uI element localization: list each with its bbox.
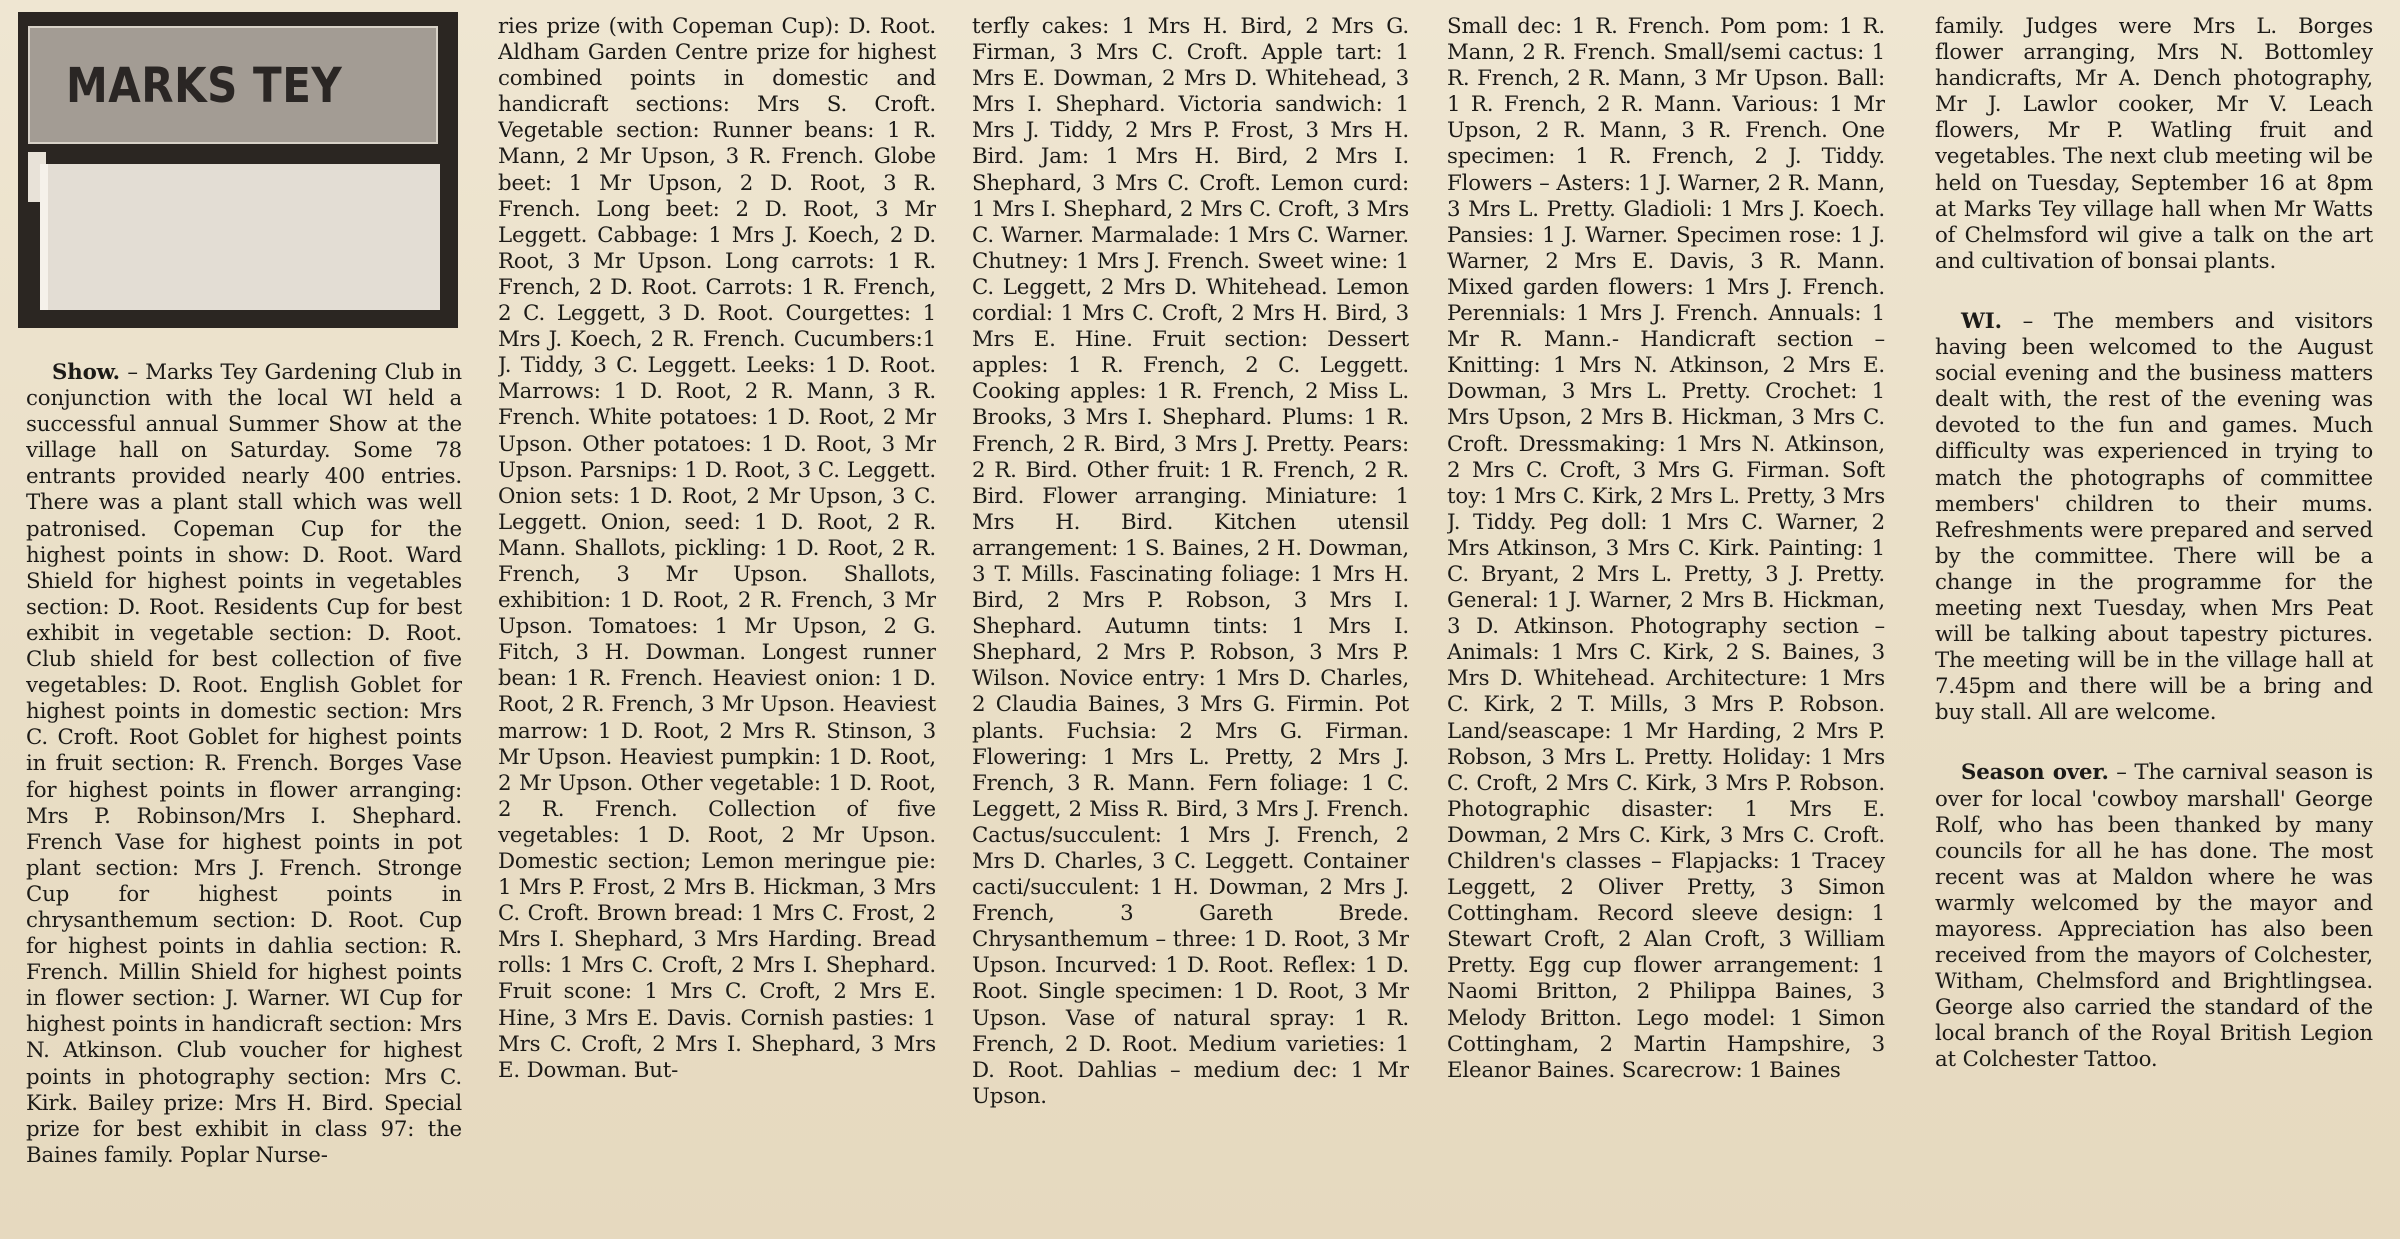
column-5-paragraph-1: [1935, 14, 2373, 275]
section-logo: [18, 12, 458, 328]
column-5: [1935, 14, 2373, 1239]
article-season-over-body: – The carnival season is over for local 'cowboy marshall' George Rolf, who has been thanked by many councils for all he has done. The most recent was at Maldon where he was warmly welcomed by the mayor and mayoress. Appreciation has also been received from the mayors of Colchester, Witham, Chelmsford and Brightlingsea. George also carried the standard of the local branch of the Royal British Legion at Colchester Tattoo.: [1935, 760, 2373, 1073]
column-2-paragraph: [498, 14, 936, 1084]
article-season-over-paragraph: [1935, 760, 2373, 1073]
column-2: [498, 14, 936, 1239]
column-4-paragraph: [1447, 14, 1885, 1084]
article-show-lead: Show.: [52, 360, 120, 385]
logo-blank-panel: [40, 164, 440, 310]
logo-title-panel: [28, 26, 438, 144]
column-3: [972, 14, 1409, 1239]
column-4-text: Small dec: 1 R. French. Pom pom: 1 R. Mann, 2 R. French. Small/semi cactus: 1 R. French, 2 R. Mann, 3 Mr Upson. Ball: 1 R. French, 2 R. Mann. Various: 1 Mr Upson, 2 R. Mann, 3 R. French. One specimen: 1 R. French, 2 J. Tiddy. Flowers – Asters: 1 J. Warner, 2 R. Mann, 3 Mrs L. Pretty. Gladioli: 1 Mrs J. Koech. Pansies: 1 J. Warner. Specimen rose: 1 J. Warner, 2 Mrs E. Davis, 3 R. Mann. Mixed garden flowers: 1 Mrs J. French. Perennials: 1 Mrs J. French. Annuals: 1 Mr R. Mann.- Handicraft section – Knitting: 1 Mrs N. Atkinson, 2 Mrs E. Dowman, 3 Mrs L. Pretty. Crochet: 1 Mrs Upson, 2 Mrs B. Hickman, 3 Mrs C. Croft. Dressmaking: 1 Mrs N. Atkinson, 2 Mrs C. Croft, 3 Mrs G. Firman. Soft toy: 1 Mrs C. Kirk, 2 Mrs L. Pretty, 3 Mrs J. Tiddy. Peg doll: 1 Mrs C. Warner, 2 Mrs Atkinson, 3 Mrs C. Kirk. Painting: 1 C. Bryant, 2 Mrs L. Pretty, 3 J. Pretty. General: 1 J. Warner, 2 Mrs B. Hickman, 3 D. Atkinson. Photography section – Animals: 1 Mrs C. Kirk, 2 S. Baines, 3 Mrs D. Whitehead. Architecture: 1 Mrs C. Kirk, 2 T. Mills, 3 Mrs P. Robson. Land/seascape: 1 Mr Harding, 2 Mrs P. Robson, 3 Mrs L. Pretty. Holiday: 1 Mrs C. Croft, 2 Mrs C. Kirk, 3 Mrs P. Robson. Photographic disaster: 1 Mrs E. Dowman, 2 Mrs C. Kirk, 3 Mrs C. Croft. Children's classes – Flapjacks: 1 Tracey Leggett, 2 Oliver Pretty, 3 Simon Cottingham. Record sleeve design: 1 Stewart Croft, 2 Alan Croft, 3 William Pretty. Egg cup flower arrangement: 1 Naomi Britton, 2 Philippa Baines, 3 Melody Britton. Lego model: 1 Simon Cottingham, 2 Martin Hampshire, 3 Eleanor Baines. Scarecrow: 1 Baines: [1447, 14, 1885, 1083]
column-3-text: terfly cakes: 1 Mrs H. Bird, 2 Mrs G. Firman, 3 Mrs C. Croft. Apple tart: 1 Mrs E. Dowman, 2 Mrs D. Whitehead, 3 Mrs I. Shephard. Victoria sandwich: 1 Mrs J. Tiddy, 2 Mrs P. Frost, 3 Mrs H. Bird. Jam: 1 Mrs H. Bird, 2 Mrs I. Shephard, 3 Mrs C. Croft. Lemon curd: 1 Mrs I. Shephard, 2 Mrs C. Croft, 3 Mrs C. Warner. Marmalade: 1 Mrs C. Warner. Chutney: 1 Mrs J. French. Sweet wine: 1 C. Leggett, 2 Mrs D. Whitehead. Lemon cordial: 1 Mrs C. Croft, 2 Mrs H. Bird, 3 Mrs E. Hine. Fruit section: Dessert apples: 1 R. French, 2 C. Leggett. Cooking apples: 1 R. French, 2 Miss L. Brooks, 3 Mrs I. Shephard. Plums: 1 R. French, 2 R. Bird, 3 Mrs J. Pretty. Pears: 2 R. Bird. Other fruit: 1 R. French, 2 R. Bird. Flower arranging. Miniature: 1 Mrs H. Bird. Kitchen utensil arrangement: 1 S. Baines, 2 H. Dowman, 3 T. Mills. Fascinating foliage: 1 Mrs H. Bird, 2 Mrs P. Robson, 3 Mrs I. Shephard. Autumn tints: 1 Mrs I. Shephard, 2 Mrs P. Robson, 3 Mrs P. Wilson. Novice entry: 1 Mrs D. Charles, 2 Claudia Baines, 3 Mrs G. Firmin. Pot plants. Fuchsia: 2 Mrs G. Firman. Flowering: 1 Mrs L. Pretty, 2 Mrs J. French, 3 R. Mann. Fern foliage: 1 C. Leggett, 2 Miss R. Bird, 3 Mrs J. French. Cactus/succulent: 1 Mrs J. French, 2 Mrs D. Charles, 3 C. Leggett. Container cacti/succulent: 1 H. Dowman, 2 Mrs J. French, 3 Gareth Brede. Chrysanthemum – three: 1 D. Root, 3 Mr Upson. Incurved: 1 D. Root. Reflex: 1 D. Root. Single specimen: 1 D. Root, 3 Mr Upson. Vase of natural spray: 1 R. French, 2 D. Root. Medium varieties: 1 D. Root. Dahlias – medium dec: 1 Mr Upson.: [972, 14, 1409, 1109]
article-season-over-lead: Season over.: [1961, 760, 2109, 786]
column-4: [1447, 14, 1885, 1239]
article-show-body: – Marks Tey Gardening Club in conjunction with the local WI held a successful annual Summer Show at the village hall on Saturday. Some 78 entrants provided nearly 400 entries. There was a plant stall which was well patronised. Copeman Cup for the highest points in show: D. Root. Ward Shield for highest points in vegetables section: D. Root. Residents Cup for best exhibit in vegetable section: D. Root. Club shield for best collection of five vegetables: D. Root. English Goblet for highest points in domestic section: Mrs C. Croft. Root Goblet for highest points in fruit section: R. French. Borges Vase for highest points in flower arranging: Mrs P. Robinson/Mrs I. Shephard. French Vase for highest points in pot plant section: Mrs J. French. Stronge Cup for highest points in chrysanthemum section: D. Root. Cup for highest points in dahlia section: R. French. Millin Shield for highest points in flower section: J. Warner. WI Cup for highest points in handicraft section: Mrs N. Atkinson. Club voucher for highest points in photography section: Mrs C. Kirk. Bailey prize: Mrs H. Bird. Special prize for best exhibit in class 97: the Baines family. Poplar Nurse-: [26, 360, 462, 1168]
logo-title: MARKS TEY: [66, 56, 343, 114]
column-5-text-1: family. Judges were Mrs L. Borges flower arranging, Mrs N. Bottomley handicrafts, Mr A. Dench photography, Mr J. Lawlor cooker, Mr V. Leach flowers, Mr P. Watling fruit and vegetables. The next club meeting wil be held on Tuesday, September 16 at 8pm at Marks Tey village hall when Mr Watts of Chelmsford wil give a talk on the art and cultivation of bonsai plants.: [1935, 14, 2373, 274]
column-1: [26, 360, 462, 1239]
article-wi-lead: WI.: [1961, 308, 2002, 334]
article-wi-paragraph: [1935, 309, 2373, 727]
column-3-paragraph: [972, 14, 1409, 1110]
article-show-paragraph: [26, 360, 462, 1169]
article-wi-body: – The members and visitors having been welcomed to the August social evening and the business matters dealt with, the rest of the evening was devoted to the fun and games. Much difficulty was experienced in trying to match the photographs of committee members' children to their mums. Refreshments were prepared and served by the committee. There will be a change in the programme for the meeting next Tuesday, when Mrs Peat will be talking about tapestry pictures. The meeting will be in the village hall at 7.45pm and there will be a bring and buy stall. All are welcome.: [1935, 308, 2373, 726]
column-2-text: ries prize (with Copeman Cup): D. Root. Aldham Garden Centre prize for highest combined points in domestic and handicraft sections: Mrs S. Croft. Vegetable section: Runner beans: 1 R. Mann, 2 Mr Upson, 3 R. French. Globe beet: 1 Mr Upson, 2 D. Root, 3 R. French. Long beet: 2 D. Root, 3 Mr Leggett. Cabbage: 1 Mrs J. Koech, 2 D. Root, 3 Mr Upson. Long carrots: 1 R. French, 2 D. Root. Carrots: 1 R. French, 2 C. Leggett, 3 D. Root. Courgettes: 1 Mrs J. Koech, 2 R. French. Cucumbers:1 J. Tiddy, 3 C. Leggett. Leeks: 1 D. Root. Marrows: 1 D. Root, 2 R. Mann, 3 R. French. White potatoes: 1 D. Root, 2 Mr Upson. Other potatoes: 1 D. Root, 3 Mr Upson. Parsnips: 1 D. Root, 3 C. Leggett. Onion sets: 1 D. Root, 2 Mr Upson, 3 C. Leggett. Onion, seed: 1 D. Root, 2 R. Mann. Shallots, pickling: 1 D. Root, 2 R. French, 3 Mr Upson. Shallots, exhibition: 1 D. Root, 2 R. French, 3 Mr Upson. Tomatoes: 1 Mr Upson, 2 G. Fitch, 3 H. Dowman. Longest runner bean: 1 R. French. Heaviest onion: 1 D. Root, 2 R. French, 3 Mr Upson. Heaviest marrow: 1 D. Root, 2 Mrs R. Stinson, 3 Mr Upson. Heaviest pumpkin: 1 D. Root, 2 Mr Upson. Other vegetable: 1 D. Root, 2 R. French. Collection of five vegetables: 1 D. Root, 2 Mr Upson. Domestic section; Lemon meringue pie: 1 Mrs P. Frost, 2 Mrs B. Hickman, 3 Mrs C. Croft. Brown bread: 1 Mrs C. Frost, 2 Mrs I. Shephard, 3 Mrs Harding. Bread rolls: 1 Mrs C. Croft, 2 Mrs I. Shephard. Fruit scone: 1 Mrs C. Croft, 2 Mrs E. Hine, 3 Mrs E. Davis. Cornish pasties: 1 Mrs C. Croft, 2 Mrs I. Shephard, 3 Mrs E. Dowman. But-: [498, 14, 936, 1083]
